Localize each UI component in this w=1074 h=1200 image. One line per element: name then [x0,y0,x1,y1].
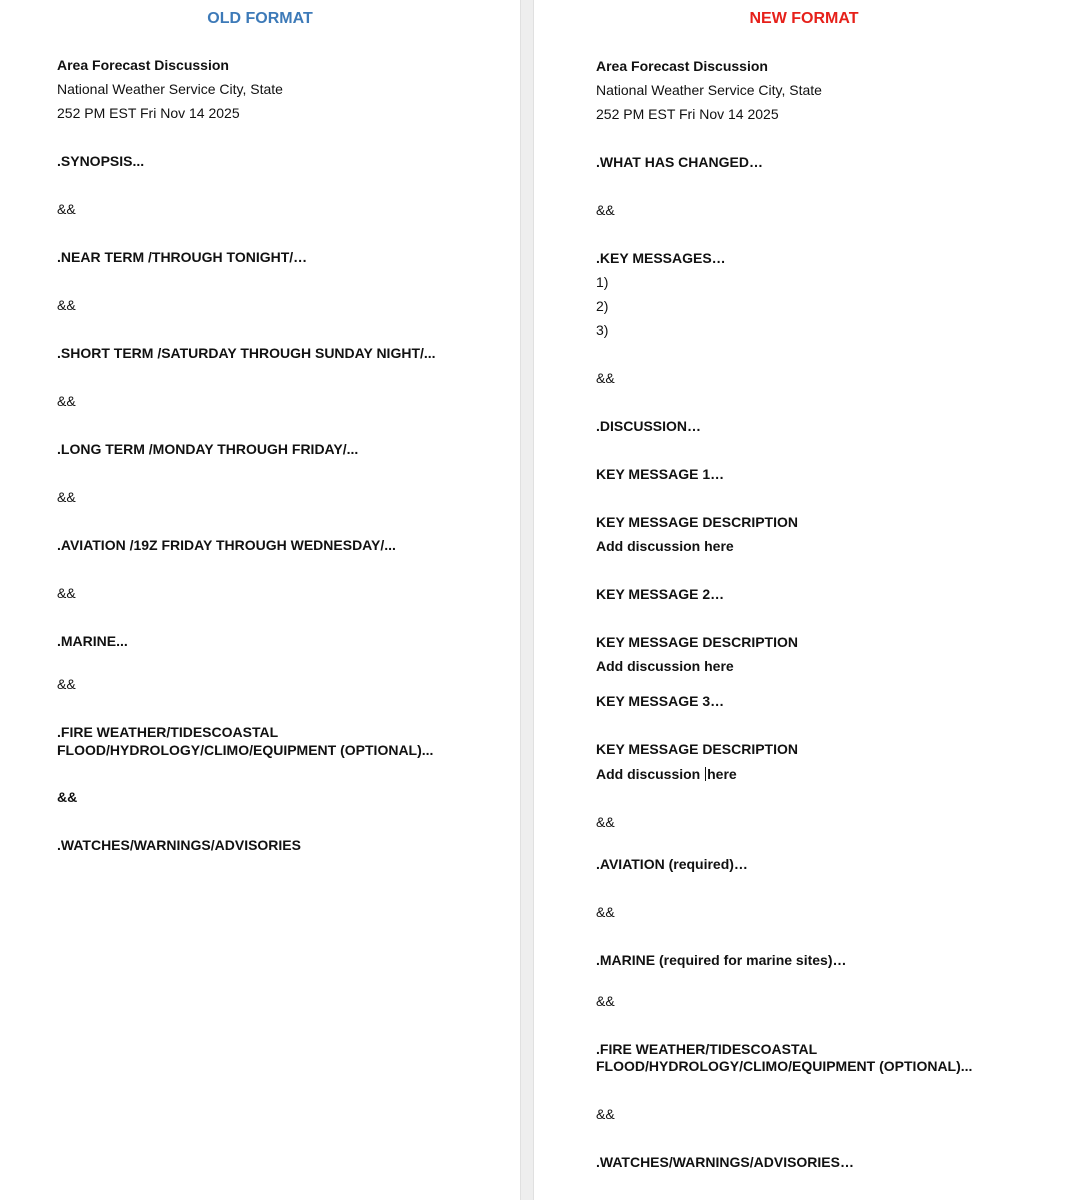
old-long-term: .LONG TERM /MONDAY THROUGH FRIDAY/... [57,441,359,457]
new-marine: .MARINE (required for marine sites)… [596,952,847,968]
old-near-term: .NEAR TERM /THROUGH TONIGHT/… [57,249,308,265]
old-fire-weather-line2: FLOOD/HYDROLOGY/CLIMO/EQUIPMENT (OPTIONAL)... [57,742,434,758]
new-separator: && [596,202,615,218]
placeholder-text-before-caret: Add discussion [596,766,705,782]
new-separator: && [596,1106,615,1122]
key-message-1-placeholder: Add discussion here [596,538,734,554]
new-issued: 252 PM EST Fri Nov 14 2025 [596,106,779,122]
key-message-3-placeholder[interactable] [596,765,737,783]
key-message-item: 3) [596,322,609,338]
old-watches: .WATCHES/WARNINGS/ADVISORIES [57,837,301,853]
placeholder-text-after-caret: here [707,766,737,782]
key-message-3-heading: KEY MESSAGE 3… [596,693,725,709]
new-separator: && [596,993,615,1009]
key-message-2-placeholder: Add discussion here [596,658,734,674]
new-key-messages: .KEY MESSAGES… [596,250,726,266]
old-separator: && [57,201,76,217]
old-aviation: .AVIATION /19Z FRIDAY THROUGH WEDNESDAY/... [57,537,396,553]
key-message-item: 2) [596,298,609,314]
new-header-title: Area Forecast Discussion [596,58,768,74]
new-separator: && [596,814,615,830]
old-separator: && [57,676,76,692]
new-fire-weather-line2: FLOOD/HYDROLOGY/CLIMO/EQUIPMENT (OPTIONAL)... [596,1058,973,1074]
key-message-1-heading: KEY MESSAGE 1… [596,466,725,482]
new-format-title: NEW FORMAT [749,10,859,27]
old-format-title: OLD FORMAT [207,10,313,27]
old-short-term: .SHORT TERM /SATURDAY THROUGH SUNDAY NIGHT/... [57,345,436,361]
new-separator: && [596,904,615,920]
old-issued: 252 PM EST Fri Nov 14 2025 [57,105,240,121]
old-header-title: Area Forecast Discussion [57,57,229,73]
key-message-2-heading: KEY MESSAGE 2… [596,586,725,602]
new-what-changed: .WHAT HAS CHANGED… [596,154,763,170]
old-separator: && [57,489,76,505]
panel-divider [520,0,534,1200]
key-message-3-description: KEY MESSAGE DESCRIPTION [596,741,799,757]
old-synopsis: .SYNOPSIS... [57,153,145,169]
new-office: National Weather Service City, State [596,82,822,98]
key-message-2-description: KEY MESSAGE DESCRIPTION [596,634,799,650]
key-message-item: 1) [596,274,609,290]
new-aviation: .AVIATION (required)… [596,856,748,872]
new-fire-weather-line1: .FIRE WEATHER/TIDESCOASTAL [596,1041,818,1057]
old-separator: && [57,585,76,601]
old-separator: && [57,789,78,805]
old-office: National Weather Service City, State [57,81,283,97]
old-fire-weather-line1: .FIRE WEATHER/TIDESCOASTAL [57,724,279,740]
new-discussion: .DISCUSSION… [596,418,702,434]
new-watches: .WATCHES/WARNINGS/ADVISORIES… [596,1154,854,1170]
new-separator: && [596,370,615,386]
key-message-1-description: KEY MESSAGE DESCRIPTION [596,514,799,530]
old-marine: .MARINE... [57,633,128,649]
old-separator: && [57,297,76,313]
old-separator: && [57,393,76,409]
old-format-panel [0,0,520,1200]
text-cursor [705,767,706,781]
